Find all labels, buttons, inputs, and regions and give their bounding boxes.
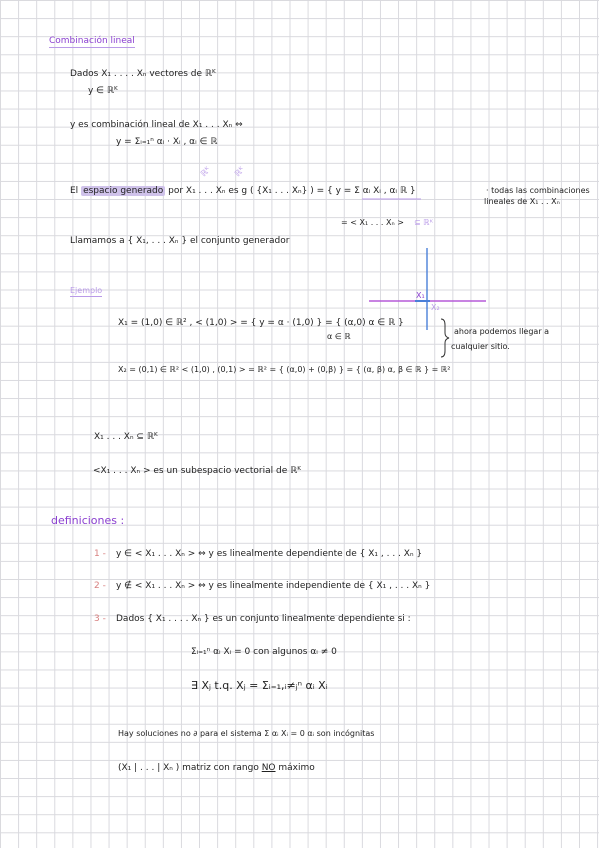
span-mid: por X₁ . . . Xₙ es g ( {X₁ . . . Xₙ} ) = { y = Σ αᵢ Xᵢ , αᵢ ℝ } [165, 186, 416, 196]
example-1: X₁ = (1,0) ∈ ℝ² , < (1,0) > = { y = α · (1,0) } = { (α,0) α ∈ ℝ } [118, 318, 404, 328]
span-highlight: espacio generado [83, 186, 164, 196]
final-line-1: Hay soluciones no ∂ para el sistema Σ αᵢ Xᵢ = 0 αᵢ son incógnitas [118, 729, 375, 738]
span-equals: = < X₁ . . . Xₙ > [341, 218, 404, 227]
intro-line-2: y ∈ ℝᴷ [88, 86, 118, 96]
def-3-condition-a: Σᵢ₌₁ⁿ αᵢ Xᵢ = 0 con algunos αᵢ ≠ 0 [191, 647, 337, 657]
final-line-2 [118, 764, 315, 773]
def-1: y ∈ < X₁ . . . Xₙ > ⇔ y es linealmente dependiente de { X₁ , . . . Xₙ } [116, 549, 423, 559]
span-definition [70, 187, 416, 196]
page-title: Combinación lineal [49, 36, 135, 46]
def-3: Dados { X₁ . . . . Xₙ } es un conjunto linealmente dependiente si : [116, 614, 411, 624]
final-line-2-no: NO [261, 763, 276, 773]
span-subset: ⊆ ℝᴷ [414, 218, 433, 227]
final-line-2-post: máximo [275, 763, 315, 773]
def-2-number: 2 - [94, 581, 106, 591]
margin-note-rk-1: ℝᴷ [198, 165, 213, 179]
example-2: X₂ = (0,1) ∈ ℝ² < (1,0) , (0,1) > = ℝ² = { (α,0) + (0,β) } = { (α, β) α, β ∈ ℝ } = ℝ² [118, 365, 451, 374]
example-note-1: ahora podemos llegar a [454, 327, 550, 336]
diagram-x1-label: X₁ [416, 291, 425, 300]
generator-statement: Llamamos a { X₁, . . . Xₙ } el conjunto generador [70, 236, 290, 246]
span-note-1: · todas las combinaciones [486, 186, 590, 195]
span-note-2: lineales de X₁ . . Xₙ [484, 197, 560, 206]
span-pre: El [70, 186, 79, 196]
example-1-subscript: α ∈ ℝ [327, 332, 351, 341]
example-note-2: cualquier sitio. [451, 342, 510, 351]
curly-brace [441, 319, 449, 357]
diagram-x2-label: X₂ [431, 303, 440, 312]
def-3-number: 3 - [94, 614, 106, 624]
def-2: y ∉ < X₁ . . . Xₙ > ⇔ y es linealmente independiente de { X₁ , . . . Xₙ } [116, 581, 431, 591]
definitions-heading: definiciones : [51, 514, 125, 527]
def-3-condition-b: ∃ Xⱼ t.q. Xⱼ = Σᵢ₌₁,ᵢ≠ⱼⁿ αᵢ Xᵢ [191, 679, 328, 692]
subspace-line: <X₁ . . . Xₙ > es un subespacio vectorial de ℝᴷ [93, 466, 301, 476]
margin-note-rk-2: ℝᴷ [232, 165, 247, 179]
example-label: Ejemplo [70, 286, 103, 295]
subset-line: X₁ . . . Xₙ ⊆ ℝᴷ [94, 432, 158, 442]
def-1-number: 1 - [94, 549, 106, 559]
comb-definition-line-1: y es combinación lineal de X₁ . . . Xₙ ⇔ [70, 120, 243, 130]
intro-line-1: Dados X₁ . . . . Xₙ vectores de ℝᴷ [70, 69, 216, 79]
final-line-2-pre: (X₁ | . . . | Xₙ ) matriz con rango [118, 763, 262, 773]
comb-definition-formula: y = Σᵢ₌₁ⁿ αᵢ · Xᵢ , αᵢ ∈ ℝ [116, 137, 218, 147]
